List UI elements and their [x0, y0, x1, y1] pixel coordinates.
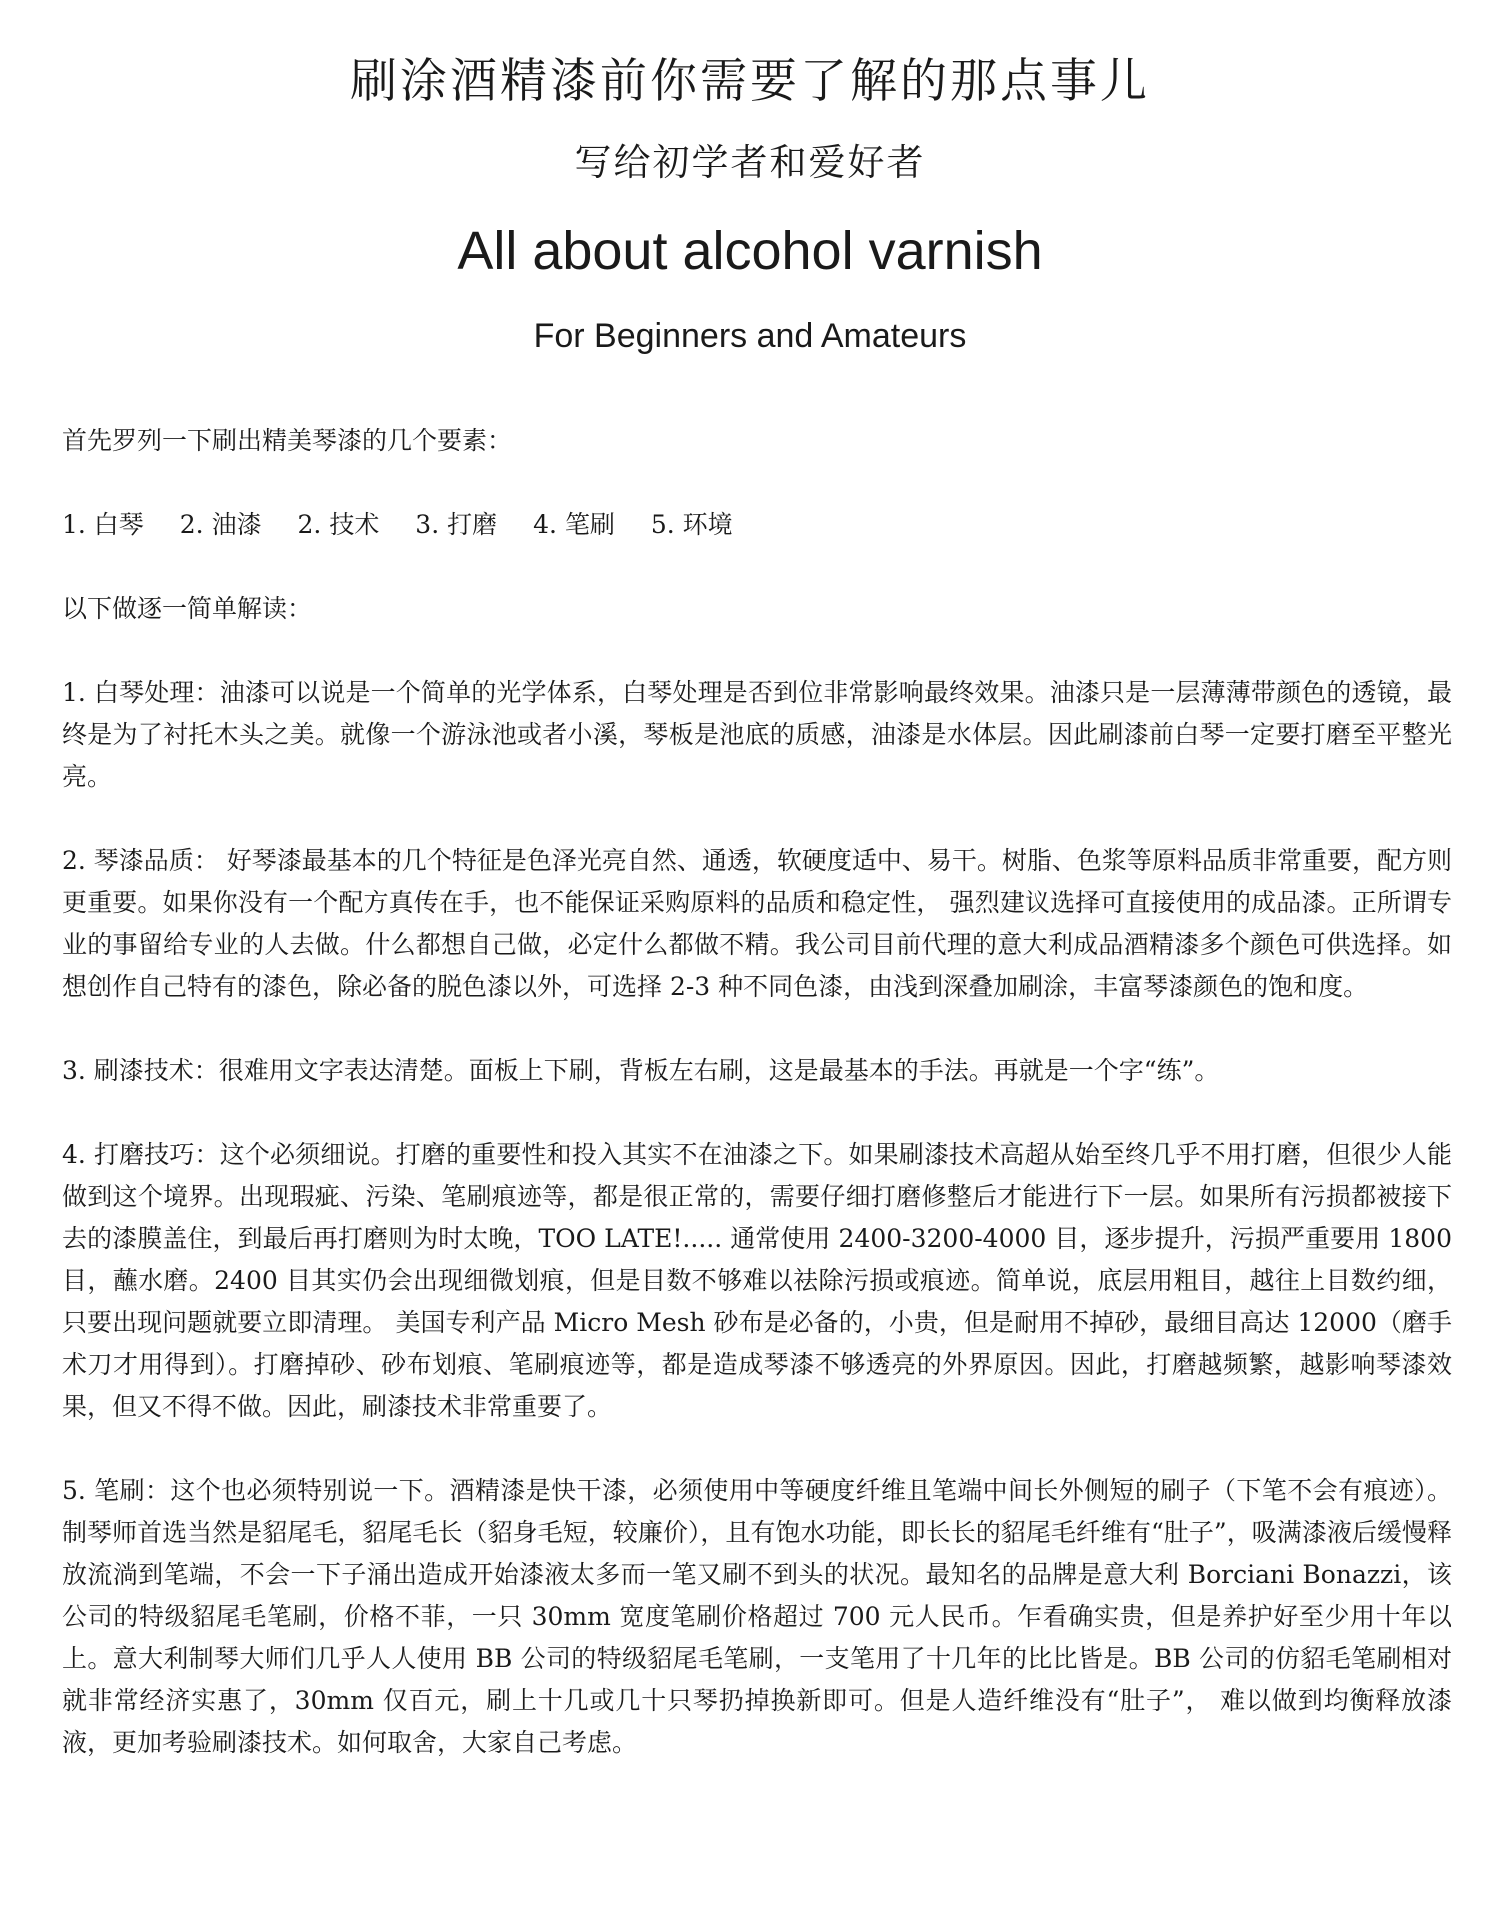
element-item: 5. 环境 — [650, 510, 733, 539]
element-item: 2. 技术 — [297, 510, 380, 539]
element-item: 1. 白琴 — [62, 510, 144, 539]
element-item: 4. 笔刷 — [533, 510, 615, 539]
elements-list — [62, 504, 1452, 546]
document-title-en: All about alcohol varnish — [457, 221, 1043, 281]
explain-intro-paragraph: 以下做逐一简单解读： — [62, 594, 313, 623]
section-paragraph-brushing-technique: 3. 刷漆技术：很难用文字表达清楚。面板上下刷，背板左右刷，这是最基本的手法。再就是一个字“练”。 — [62, 1056, 1220, 1085]
document-subtitle-cn: 写给初学者和爱好者 — [574, 141, 926, 184]
element-item: 2. 油漆 — [179, 510, 262, 539]
section-paragraph-sanding: 4. 打磨技巧：这个必须细说。打磨的重要性和投入其实不在油漆之下。如果刷漆技术高超从始至终几乎不用打磨，但很少人能做到这个境界。出现瑕疵、污染、笔刷痕迹等，都是很正常的，需要仔细打磨修整后才能进行下一层。如果所有污损都被接下去的漆膜盖住，到最后再打磨则为时太晚，TOO LATE!..... 通常使用 2400-3200-4000 目，逐步提升，污损严重要用 1800 目，蘸水磨。2400 目其实仍会出现细微划痕，但是目数不够难以祛除污损或痕迹。简单说，底层用粗目，越往上目数约细，只要出现问题就要立即清理。 美国专利产品 Micro Mesh 砂布是必备的，小贵，但是耐用不掉砂，最细目高达 12000（磨手术刀才用得到）。打磨掉砂、砂布划痕、笔刷痕迹等，都是造成琴漆不够透亮的外界原因。因此，打磨越频繁，越影响琴漆效果，但又不得不做。因此，刷漆技术非常重要了。 — [62, 1140, 1452, 1421]
section-paragraph-white-violin: 1. 白琴处理：油漆可以说是一个简单的光学体系，白琴处理是否到位非常影响最终效果。油漆只是一层薄薄带颜色的透镜，最终是为了衬托木头之美。就像一个游泳池或者小溪，琴板是池底的质感，油漆是水体层。因此刷漆前白琴一定要打磨至平整光亮。 — [62, 678, 1452, 791]
intro-paragraph: 首先罗列一下刷出精美琴漆的几个要素： — [62, 426, 513, 455]
element-item: 3. 打磨 — [415, 510, 498, 539]
section-paragraph-varnish-quality: 2. 琴漆品质： 好琴漆最基本的几个特征是色泽光亮自然、通透，软硬度适中、易干。树脂、色浆等原料品质非常重要，配方则更重要。如果你没有一个配方真传在手，也不能保证采购原料的品质和稳定性， 强烈建议选择可直接使用的成品漆。正所谓专业的事留给专业的人去做。什么都想自己做，必定什么都做不精。我公司目前代理的意大利成品酒精漆多个颜色可供选择。如想创作自己特有的漆色，除必备的脱色漆以外，可选择 2-3 种不同色漆，由浅到深叠加刷涂，丰富琴漆颜色的饱和度。 — [62, 846, 1452, 1001]
document-subtitle-en: For Beginners and Amateurs — [533, 317, 967, 355]
section-paragraph-brush: 5. 笔刷：这个也必须特别说一下。酒精漆是快干漆，必须使用中等硬度纤维且笔端中间长外侧短的刷子（下笔不会有痕迹）。制琴师首选当然是貂尾毛，貂尾毛长（貂身毛短，较廉价），且有饱水功能，即长长的貂尾毛纤维有“肚子”，吸满漆液后缓慢释放流淌到笔端，不会一下子涌出造成开始漆液太多而一笔又刷不到头的状况。最知名的品牌是意大利 Borciani Bonazzi，该公司的特级貂尾毛笔刷，价格不菲，一只 30mm 宽度笔刷价格超过 700 元人民币。乍看确实贵，但是养护好至少用十年以上。意大利制琴大师们几乎人人使用 BB 公司的特级貂尾毛笔刷，一支笔用了十几年的比比皆是。BB 公司的仿貂毛笔刷相对就非常经济实惠了，30mm 仅百元，刷上十几或几十只琴扔掉换新即可。但是人造纤维没有“肚子”， 难以做到均衡释放漆液，更加考验刷漆技术。如何取舍，大家自己考虑。 — [62, 1476, 1452, 1757]
document-body — [62, 420, 1452, 1806]
document-title-cn: 刷涂酒精漆前你需要了解的那点事儿 — [350, 54, 1150, 109]
